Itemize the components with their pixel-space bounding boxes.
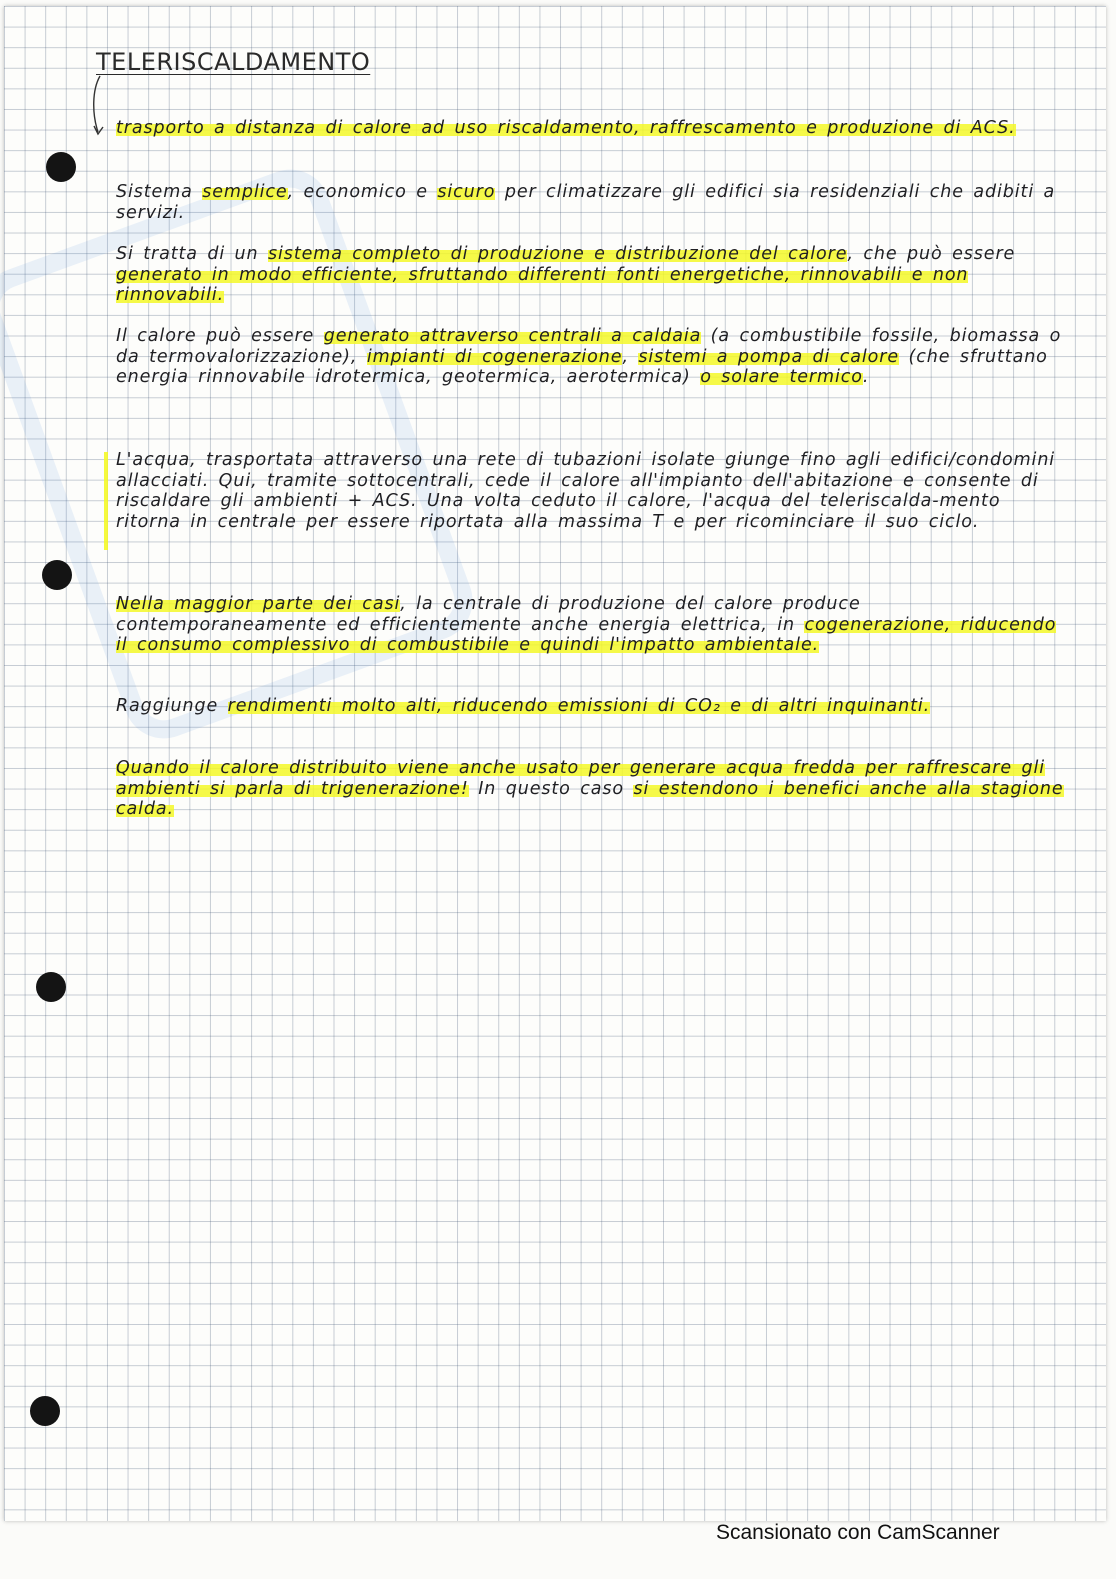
highlighted-text: generato in modo efficiente, sfruttando differenti fonti energetiche, rinnovabili e non rinnovabili. [116,264,969,306]
highlighted-text: trasporto a distanza di calore ad uso riscaldamento, raffrescamento e produzione di ACS. [116,118,1016,138]
highlighted-text: sistema completo di produzione e distribuzione del calore [268,244,848,264]
text-segment: Si tratta di un [116,244,269,264]
notebook-page [4,6,1106,1521]
text-segment: , che può essere [847,244,1016,264]
text-segment: , economico e [287,182,438,202]
highlighted-text: sicuro [437,182,496,202]
paragraph-trigeneration [116,758,1066,820]
highlighted-text: o solare termico [700,367,863,388]
text-segment: . [862,367,870,388]
text-segment: Il calore può essere [116,326,324,346]
highlighted-text: Quando il calore distribuito viene anche usato per generare acqua fredda per raffrescare gli ambienti si parla di trigenerazione! [116,758,1046,799]
text-segment: (che sfruttano energia rinnovabile idrotermica, geotermica, aerotermica) [116,346,1048,388]
binder-hole [36,972,66,1002]
paragraph-distribution [116,244,1066,306]
binder-hole [46,152,76,182]
highlighted-text: si estendono i benefici anche alla stagione calda. [116,778,1064,820]
binder-hole [42,560,72,590]
text-segment: In questo caso [468,778,634,799]
bracket-arrow-icon [86,74,116,140]
paragraph-definition [116,118,1066,139]
highlighted-text: Nella maggior parte dei casi [116,594,401,614]
text-segment: L'acqua, trasportata attraverso una rete di tubazioni isolate giunge fino agli edifici/condomini allacciati. Qui, tramite sottocentrali, cede il calore all'impianto dell'abitazione e consente di riscaldare gli ambienti + ACS. Una volta ceduto il calore, l'acqua del teleriscalda-mento ritorna in centrale per essere riportata alla massima T e per ricominciare il suo ciclo. [116,450,1056,532]
binder-hole [30,1396,60,1426]
text-segment: , [622,346,639,367]
highlighted-text: impianti di cogenerazione [366,346,623,367]
text-segment: Raggiunge [116,696,228,716]
highlighted-text: cogenerazione, riducendo il consumo complessivo di combustibile e quindi l'impatto ambientale. [116,614,1057,656]
text-segment: Sistema [116,182,203,202]
highlighted-text: semplice [202,182,288,202]
page-title: TELERISCALDAMENTO [96,48,371,76]
highlighted-text: rendimenti molto alti, riducendo emissioni di CO₂ e di altri inquinanti. [227,696,931,716]
paragraph-efficiency [116,696,1066,717]
scanner-watermark: Scansionato con CamScanner [716,1521,1000,1544]
highlighted-text: sistemi a pompa di calore [638,346,900,367]
highlighted-text: generato attraverso centrali a caldaia [323,326,702,346]
paragraph-system [116,182,1066,223]
paragraph-heat-sources [116,326,1066,388]
text-segment: per climatizzare gli edifici sia residenziali che adibiti a servizi. [116,182,1056,223]
text-segment: (a combustibile fossile, biomassa o da termovalorizzazione), [116,326,1062,367]
text-segment: , la centrale di produzione del calore produce contemporaneamente ed efficientemente anche energia elettrica, in [116,594,861,635]
paragraph-cogeneration [116,594,1066,656]
paragraph-water-circuit [116,450,1066,532]
margin-highlight-bar [104,452,108,550]
